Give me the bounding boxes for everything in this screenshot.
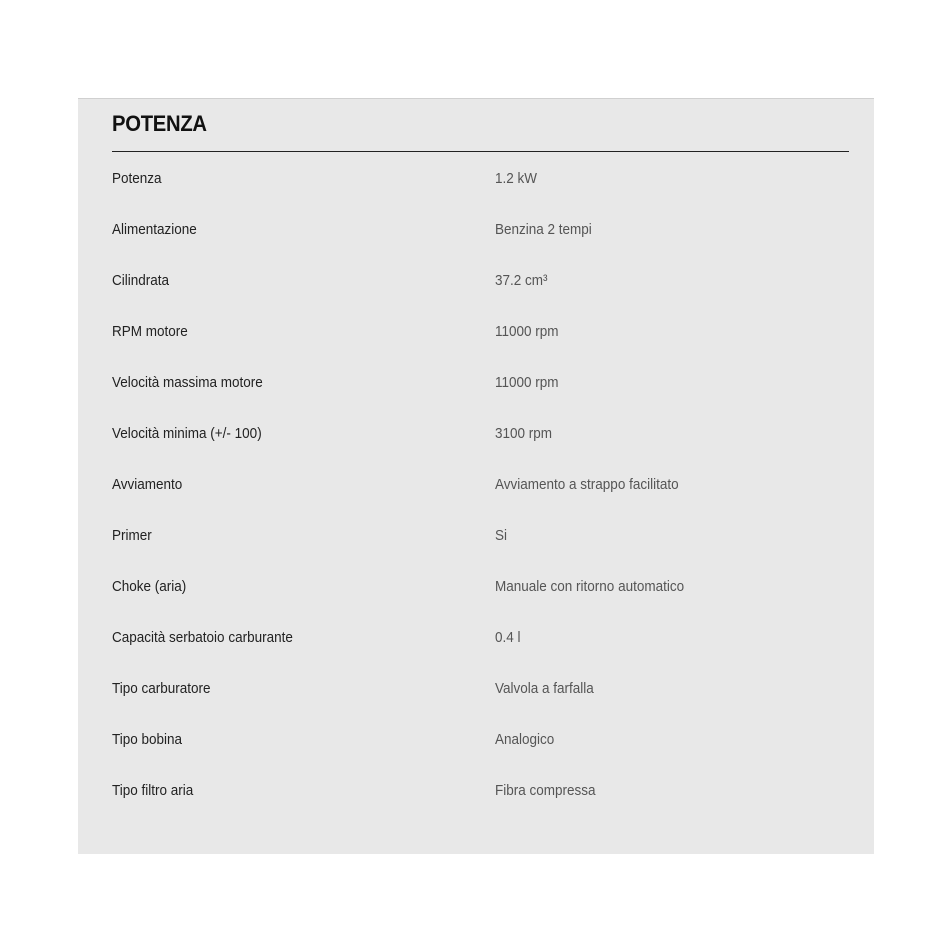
spec-value: 3100 rpm <box>495 425 553 442</box>
spec-value: Fibra compressa <box>495 782 596 799</box>
spec-value: Benzina 2 tempi <box>495 221 592 238</box>
spec-label: Capacità serbatoio carburante <box>112 629 293 646</box>
spec-label: Potenza <box>112 170 162 187</box>
spec-value: Manuale con ritorno automatico <box>495 578 685 595</box>
spec-label: Primer <box>112 527 152 544</box>
spec-row-rpm-motore <box>112 306 849 357</box>
spec-value: Si <box>495 527 508 544</box>
spec-panel <box>78 98 874 854</box>
spec-label: Velocità massima motore <box>112 374 263 391</box>
spec-value: Avviamento a strappo facilitato <box>495 476 679 493</box>
spec-label: Tipo bobina <box>112 731 183 748</box>
spec-value: 11000 rpm <box>495 323 559 340</box>
spec-row-choke <box>112 561 849 612</box>
spec-value: 0.4 l <box>495 629 521 646</box>
spec-row-potenza <box>112 153 849 204</box>
spec-table <box>112 153 849 816</box>
spec-row-alimentazione <box>112 204 849 255</box>
spec-value: Analogico <box>495 731 555 748</box>
spec-value: Valvola a farfalla <box>495 680 594 697</box>
spec-label: Choke (aria) <box>112 578 187 595</box>
spec-row-tipo-filtro-aria <box>112 765 849 816</box>
spec-row-primer <box>112 510 849 561</box>
spec-row-tipo-carburatore <box>112 663 849 714</box>
spec-row-velocita-massima <box>112 357 849 408</box>
spec-label: Velocità minima (+/- 100) <box>112 425 262 442</box>
section-title: POTENZA <box>112 111 207 136</box>
spec-row-velocita-minima <box>112 408 849 459</box>
spec-label: Alimentazione <box>112 221 197 238</box>
spec-row-cilindrata <box>112 255 849 306</box>
spec-label: Cilindrata <box>112 272 170 289</box>
spec-label: Tipo filtro aria <box>112 782 194 799</box>
spec-value: 1.2 kW <box>495 170 538 187</box>
spec-label: Tipo carburatore <box>112 680 211 697</box>
title-divider <box>112 151 849 152</box>
spec-row-avviamento <box>112 459 849 510</box>
spec-row-capacita-serbatoio <box>112 612 849 663</box>
spec-label: RPM motore <box>112 323 188 340</box>
spec-label: Avviamento <box>112 476 183 493</box>
spec-value: 11000 rpm <box>495 374 559 391</box>
spec-row-tipo-bobina <box>112 714 849 765</box>
spec-value: 37.2 cm³ <box>495 272 548 289</box>
